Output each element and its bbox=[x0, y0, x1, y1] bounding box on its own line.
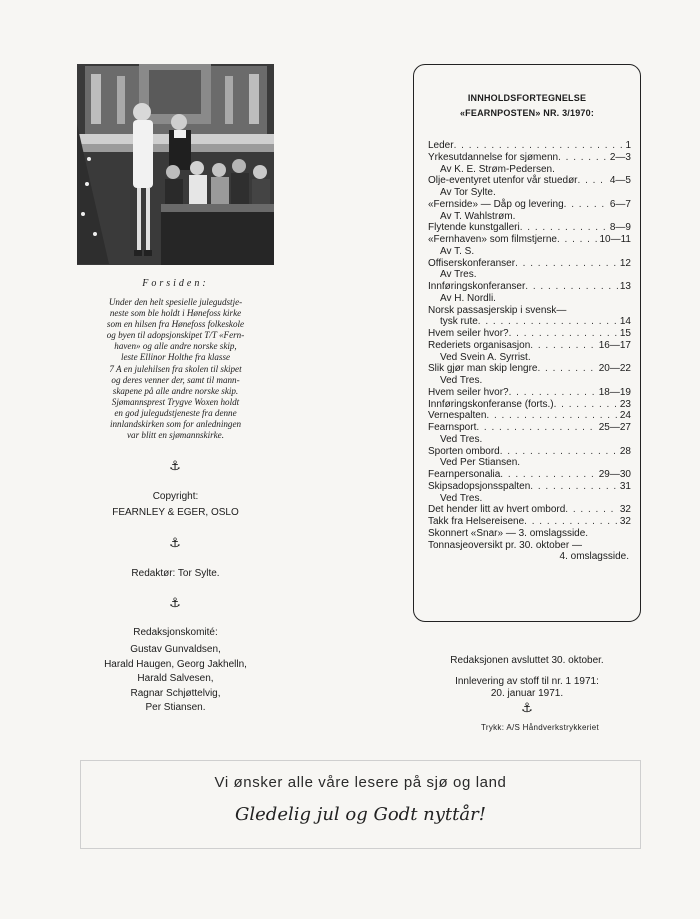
toc-entry-page: 24 bbox=[619, 410, 631, 422]
closing-line: Innlevering av stoff til nr. 1 1971: bbox=[455, 675, 599, 687]
toc-leader-dots bbox=[478, 316, 618, 328]
toc-entry-title: Innføringskonferanse (forts.) bbox=[428, 398, 554, 410]
toc-entry-title: Flytende kunstgalleri bbox=[428, 222, 520, 234]
toc-entry bbox=[428, 152, 631, 164]
toc-leader-dots bbox=[537, 363, 596, 375]
toc-entry-title: Yrkesutdannelse for sjømenn bbox=[428, 151, 559, 163]
caption-line: og byen til adopsjonskipet T/T «Fern- bbox=[106, 330, 245, 341]
toc-leader-dots bbox=[525, 281, 618, 293]
caption-line: som en hilsen fra Hønefoss folkeskole bbox=[106, 319, 245, 330]
toc-entry-title: Innføringskonferanser bbox=[428, 281, 526, 292]
toc-entry bbox=[428, 446, 631, 458]
toc-leader-dots bbox=[557, 234, 598, 246]
toc-entry bbox=[428, 340, 631, 352]
toc-leader-dots bbox=[578, 175, 608, 187]
anchor-icon: ⚓ bbox=[521, 701, 533, 716]
caption-line: Under den helt spesielle julegudstje- bbox=[108, 297, 243, 307]
toc-entry-title: Sporten ombord bbox=[428, 445, 500, 457]
toc-subheading: «FEARNPOSTEN» NR. 3/1970: bbox=[459, 108, 595, 118]
toc-entry bbox=[428, 175, 631, 187]
copyright-holder: FEARNLEY & EGER, OSLO bbox=[112, 507, 239, 518]
editor-line: Redaktør: Tor Sylte. bbox=[131, 568, 220, 579]
toc-entry-page: 20—22 bbox=[598, 363, 631, 375]
toc-author: Av T. Wahlstrøm. bbox=[440, 210, 516, 222]
toc-entry bbox=[428, 481, 631, 493]
toc-entry bbox=[428, 281, 631, 293]
anchor-icon: ⚓ bbox=[169, 459, 181, 474]
toc-entry-page: 32 bbox=[619, 516, 631, 527]
anchor-icon: ⚓ bbox=[169, 536, 181, 551]
toc-entry bbox=[428, 140, 631, 152]
toc-entry bbox=[428, 363, 631, 375]
cover-photo bbox=[77, 64, 274, 265]
toc-entry-title: «Fernhaven» som filmstjerne bbox=[428, 234, 557, 245]
toc-author: Ved Svein A. Syrrist. bbox=[440, 351, 531, 363]
toc-entry-page: 18—19 bbox=[598, 386, 631, 398]
committee-member: Gustav Gunvaldsen, bbox=[130, 644, 221, 655]
toc-entry-title: Olje-eventyret utenfor vår stuedør bbox=[428, 175, 578, 187]
toc-entry-page: 23 bbox=[619, 398, 631, 410]
toc-leader-dots bbox=[565, 504, 618, 516]
toc-leader-dots bbox=[500, 446, 618, 458]
toc-entry: Tonnasjeoversikt pr. 30. oktober — bbox=[428, 539, 582, 551]
committee-label: Redaksjonskomité: bbox=[133, 627, 218, 638]
toc-entry-page: 14 bbox=[619, 316, 631, 328]
toc-entry bbox=[428, 422, 631, 434]
cover-caption bbox=[74, 297, 277, 441]
toc-entry bbox=[428, 469, 631, 481]
toc-entry-page: 2—3 bbox=[609, 151, 631, 163]
toc-entry-title: tysk rute bbox=[440, 316, 478, 328]
toc-entry-page: 25—27 bbox=[598, 422, 631, 433]
toc-entry-page: 1 bbox=[625, 140, 631, 151]
toc-entry bbox=[428, 199, 631, 211]
toc-entry-title: Slik gjør man skip lengre bbox=[428, 363, 538, 375]
toc-entry bbox=[428, 516, 631, 528]
toc-author: Av T. S. bbox=[440, 245, 475, 257]
caption-line: Sjømannsprest Trygve Woxen holdt bbox=[111, 396, 240, 407]
committee-member: Harald Haugen, Georg Jakhelln, bbox=[104, 658, 247, 670]
toc-entry-page: 15 bbox=[619, 328, 631, 339]
toc-entry-title: Hvem seiler hvor? bbox=[428, 328, 509, 339]
toc-entry-page: 12 bbox=[619, 257, 631, 269]
toc-entry-title: Fearnpersonalia bbox=[428, 469, 501, 480]
toc-entry-title: Takk fra Helsereisene bbox=[428, 516, 525, 527]
caption-line: 7 A en julehilsen fra skolen til skipet bbox=[109, 363, 242, 374]
toc-author: Av K. E. Strøm-Pedersen. bbox=[440, 163, 555, 175]
toc-entry bbox=[428, 399, 631, 411]
toc-entry-page: 4—5 bbox=[609, 175, 631, 187]
printer-credit: Trykk: A/S Håndverkstrykkeriet bbox=[480, 723, 600, 732]
toc-leader-dots bbox=[564, 199, 608, 211]
toc-heading: INNHOLDSFORTEGNELSE bbox=[467, 93, 587, 103]
committee-member: Ragnar Schjøttelvig, bbox=[130, 687, 221, 699]
cover-caption-title: Forsiden: bbox=[142, 278, 209, 289]
toc-leader-dots bbox=[520, 222, 608, 234]
toc-entry-title: Vernespalten bbox=[428, 410, 487, 422]
toc-leader-dots bbox=[500, 469, 596, 481]
toc-leader-dots bbox=[515, 258, 618, 270]
toc-entry-title: «Fernside» — Dåp og levering bbox=[428, 198, 564, 210]
toc-author: Av Tor Sylte. bbox=[440, 187, 496, 198]
toc-author: Av Tres. bbox=[440, 269, 477, 281]
toc-entry-page: 10—11 bbox=[599, 234, 631, 245]
toc-entry-page: 32 bbox=[619, 504, 631, 516]
toc-entry-page: 13 bbox=[619, 281, 631, 292]
toc-entry bbox=[428, 387, 631, 399]
toc-entry-title: Rederiets organisasjon bbox=[428, 339, 531, 351]
toc-entry-page: 31 bbox=[619, 480, 631, 492]
toc-leader-dots bbox=[486, 410, 617, 422]
toc-leader-dots bbox=[530, 340, 596, 352]
toc-entry-title: Skipsadopsjonsspalten bbox=[428, 480, 531, 492]
toc-entry bbox=[428, 316, 631, 328]
closing-line: Redaksjonen avsluttet 30. oktober. bbox=[450, 655, 604, 666]
greeting-text: Vi ønsker alle våre lesere på sjø og land bbox=[214, 774, 507, 791]
toc-leader-dots bbox=[509, 328, 618, 340]
toc-entry bbox=[428, 328, 631, 340]
closing-line: 20. januar 1971. bbox=[490, 688, 564, 699]
toc-entry: 4. omslagsside. bbox=[559, 551, 629, 563]
toc-author: Ved Tres. bbox=[440, 433, 483, 445]
caption-line: leste Ellinor Holthe fra klasse bbox=[120, 352, 231, 363]
toc-entry-title: Det hender litt av hvert ombord bbox=[428, 504, 566, 516]
toc-author: Ved Tres. bbox=[440, 375, 483, 386]
toc-entry: Skonnert «Snar» — 3. omslagsside. bbox=[428, 527, 589, 539]
toc-entry-title: Fearnsport bbox=[428, 422, 477, 433]
toc-leader-dots bbox=[509, 387, 597, 399]
closing-note bbox=[413, 655, 641, 701]
committee-member: Per Stiansen. bbox=[145, 702, 206, 714]
toc-entry bbox=[428, 222, 631, 234]
toc-leader-dots bbox=[530, 481, 618, 493]
toc-entry-page: 28 bbox=[619, 445, 631, 457]
caption-line: en god julegudstjeneste fra denne bbox=[114, 407, 237, 418]
caption-line: haven» og alle andre norske skip, bbox=[114, 341, 237, 352]
toc-entry bbox=[428, 258, 631, 270]
toc-list bbox=[428, 140, 631, 563]
toc-author: Av H. Nordli. bbox=[440, 292, 496, 304]
toc-entry-title: Hvem seiler hvor? bbox=[428, 386, 509, 398]
toc-entry-page: 8—9 bbox=[609, 222, 631, 234]
toc-entry-title: Leder bbox=[428, 140, 454, 151]
caption-line: innlandskirken som for anledningen bbox=[109, 419, 242, 430]
toc-entry bbox=[428, 504, 631, 516]
toc-entry bbox=[428, 410, 631, 422]
toc-leader-dots bbox=[454, 140, 624, 152]
committee-member: Harald Salvesen, bbox=[137, 673, 214, 685]
copyright-label: Copyright: bbox=[152, 491, 199, 502]
committee-list bbox=[77, 643, 274, 716]
toc-entry: Norsk passasjerskip i svensk— bbox=[428, 304, 567, 316]
toc-entry-title: Offiserskonferanser bbox=[428, 257, 516, 269]
caption-line: neste som ble holdt i Hønefoss kirke bbox=[109, 308, 242, 319]
caption-line: var blitt en sjømannskirke. bbox=[127, 430, 224, 441]
toc-author: Ved Tres. bbox=[440, 492, 483, 504]
caption-line: og deres venner der, samt til mann- bbox=[111, 374, 240, 385]
greeting-script: Gledelig jul og Godt nyttår! bbox=[235, 804, 486, 825]
toc-leader-dots bbox=[558, 152, 608, 164]
caption-line: skapene på alle andre norske skip. bbox=[112, 385, 239, 396]
toc-leader-dots bbox=[476, 422, 596, 434]
toc-author: Ved Per Stiansen. bbox=[440, 457, 521, 469]
toc-entry bbox=[428, 234, 631, 246]
toc-leader-dots bbox=[554, 399, 618, 411]
toc-entry-page: 16—17 bbox=[598, 339, 631, 351]
anchor-icon: ⚓ bbox=[169, 596, 181, 611]
toc-entry-page: 6—7 bbox=[609, 198, 631, 210]
toc-leader-dots bbox=[524, 516, 618, 528]
toc-entry-page: 29—30 bbox=[598, 469, 631, 480]
